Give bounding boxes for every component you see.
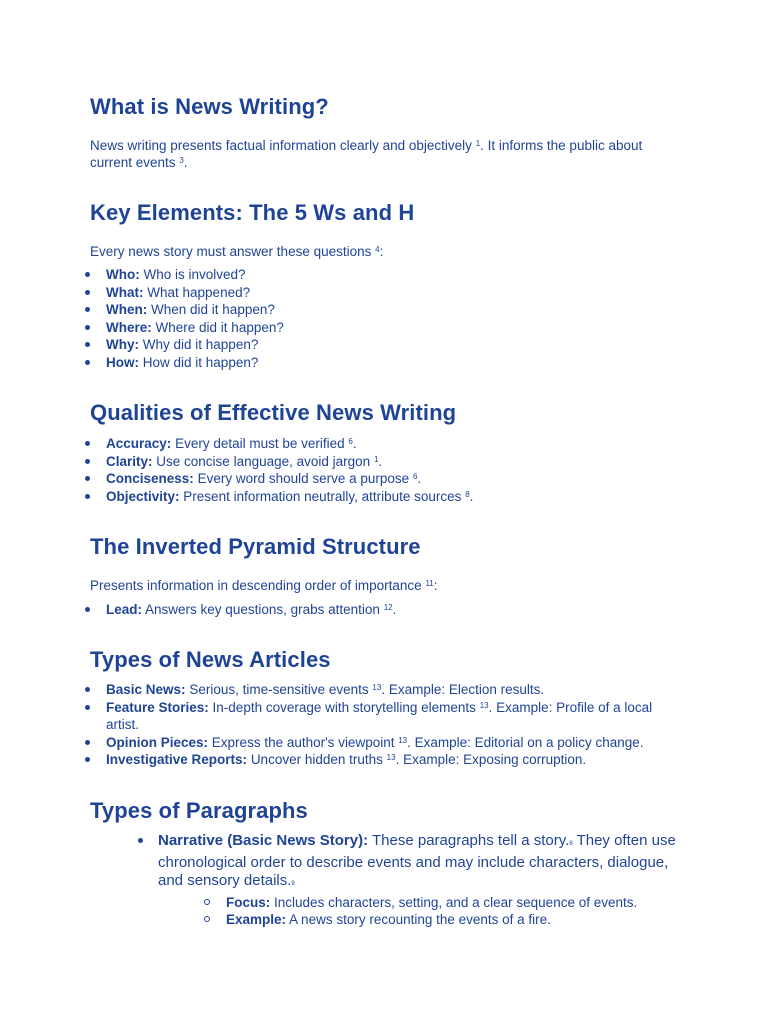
list-5ws (84, 266, 684, 371)
item-text: Answers key questions, grabs attention (145, 602, 380, 617)
citation: 6 (348, 437, 353, 446)
heading-qualities: Qualities of Effective News Writing (90, 400, 457, 425)
list-item (84, 681, 674, 699)
item-label: Opinion Pieces: (106, 734, 209, 750)
list-article-types (84, 681, 674, 769)
bullet-icon (85, 290, 90, 295)
item-text: What happened? (147, 284, 251, 300)
text: . (183, 155, 188, 170)
list-item (84, 336, 684, 354)
item-end: . Example: Exposing corruption. (395, 752, 587, 767)
item-text: Present information neutrally, attribute sources (183, 488, 462, 504)
item-label: Basic News: (106, 682, 186, 697)
item-text: Includes characters, setting, and a clear sequence of events. (274, 894, 638, 910)
item-label: Objectivity: (106, 488, 180, 504)
text: News writing presents factual information clearly and objectively (90, 138, 472, 153)
list-item (84, 699, 674, 734)
text: . It informs the public about current events (90, 138, 643, 170)
text: Presents information in descending order of importance (90, 578, 422, 593)
sub-list-item (158, 894, 676, 911)
heading-inverted-pyramid: The Inverted Pyramid Structure (90, 534, 421, 559)
list-item (84, 601, 684, 619)
item-text: A news story recounting the events of a fire. (289, 911, 551, 927)
citation: 6 (412, 472, 418, 481)
citation: 4 (375, 245, 380, 254)
list-item (84, 266, 684, 284)
item-end: . (378, 453, 383, 469)
item-label: Example: (226, 911, 287, 927)
item-label: Why: (106, 337, 139, 352)
bullet-icon (85, 441, 90, 446)
sub-list (158, 894, 676, 928)
bullet-icon (85, 272, 90, 277)
list-item (136, 832, 676, 928)
list-item (84, 284, 684, 302)
list-item (84, 354, 684, 372)
item-text: How did it happen? (142, 354, 259, 370)
item-label: Where: (106, 319, 152, 335)
item-label: Accuracy: (106, 436, 172, 451)
bullet-icon (85, 342, 90, 347)
list-item (84, 470, 684, 488)
item-text: Serious, time-sensitive events (189, 682, 369, 697)
bullet-icon (85, 360, 90, 365)
bullet-icon (85, 607, 90, 612)
item-label: When: (106, 302, 148, 317)
citation: 3 (179, 156, 184, 165)
citation: 1 (475, 139, 481, 148)
hollow-bullet-icon (204, 899, 210, 905)
citation: 13 (479, 700, 489, 710)
bullet-icon (85, 325, 90, 330)
item-label: Focus: (226, 894, 271, 910)
item-end: . (392, 602, 397, 617)
item-label: What: (106, 284, 144, 300)
item-end: . (352, 436, 357, 451)
paragraph-pyramid-intro (90, 577, 690, 594)
bullet-icon (138, 838, 143, 843)
item-label: How: (106, 354, 139, 370)
bullet-icon (85, 705, 90, 710)
text: : (379, 244, 384, 259)
item-text: Every word should serve a purpose (197, 471, 410, 486)
citation: 8 (465, 489, 470, 499)
item-text: They often use chronological order to describe events and may include characters, dialogue, and sensory details. (158, 832, 676, 889)
list-item (84, 488, 684, 506)
sub-list-item (158, 911, 676, 928)
item-end: . (417, 471, 422, 486)
citation: 11 (425, 579, 434, 588)
paragraph-definition (90, 137, 670, 171)
citation: 9 (291, 881, 295, 887)
list-item (84, 453, 684, 471)
item-text: Use concise language, avoid jargon (156, 453, 371, 469)
paragraph-key-elements-intro (90, 243, 690, 260)
item-label: Feature Stories: (106, 699, 209, 715)
citation: 13 (372, 683, 382, 692)
list-item (84, 301, 684, 319)
bullet-icon (85, 740, 90, 745)
heading-key-elements: Key Elements: The 5 Ws and H (90, 200, 415, 225)
item-text: When did it happen? (151, 302, 275, 317)
item-label: Narrative (Basic News Story): (158, 832, 369, 849)
item-label: Conciseness: (106, 471, 194, 486)
citation: 8 (569, 841, 573, 847)
bullet-icon (85, 494, 90, 499)
text: : (433, 578, 438, 593)
item-label: Lead: (106, 602, 143, 617)
citation: 13 (398, 735, 408, 745)
list-item (84, 751, 674, 769)
list-item (84, 319, 684, 337)
list-paragraph-types (136, 832, 676, 928)
heading-what-is-news-writing: What is News Writing? (90, 94, 329, 119)
item-end: . Example: Profile of a local artist. (106, 699, 653, 732)
list-item (84, 734, 674, 752)
bullet-icon (85, 757, 90, 762)
bullet-icon (85, 459, 90, 464)
item-end: . Example: Election results. (381, 682, 545, 697)
item-text: Every detail must be verified (175, 436, 345, 451)
bullet-icon (85, 687, 90, 692)
citation: 12 (383, 603, 393, 612)
heading-types-of-articles: Types of News Articles (90, 647, 331, 672)
item-text: Who is involved? (143, 267, 246, 282)
item-end: . Example: Editorial on a policy change. (407, 734, 644, 750)
hollow-bullet-icon (204, 916, 210, 922)
item-text: Uncover hidden truths (250, 752, 383, 767)
item-label: Who: (106, 267, 140, 282)
item-text: Where did it happen? (155, 319, 284, 335)
bullet-icon (85, 307, 90, 312)
item-text: Why did it happen? (142, 337, 259, 352)
heading-types-of-paragraphs: Types of Paragraphs (90, 798, 308, 823)
list-pyramid (84, 601, 684, 619)
citation: 1 (373, 454, 379, 464)
list-item (84, 435, 684, 453)
item-text: These paragraphs tell a story. (372, 832, 570, 849)
item-text: In-depth coverage with storytelling elements (212, 699, 476, 715)
item-label: Clarity: (106, 453, 153, 469)
list-qualities (84, 435, 684, 505)
text: Every news story must answer these questions (90, 244, 372, 259)
item-label: Investigative Reports: (106, 752, 248, 767)
item-end: . (469, 488, 474, 504)
bullet-icon (85, 476, 90, 481)
citation: 13 (386, 753, 396, 762)
item-text: Express the author's viewpoint (211, 734, 395, 750)
